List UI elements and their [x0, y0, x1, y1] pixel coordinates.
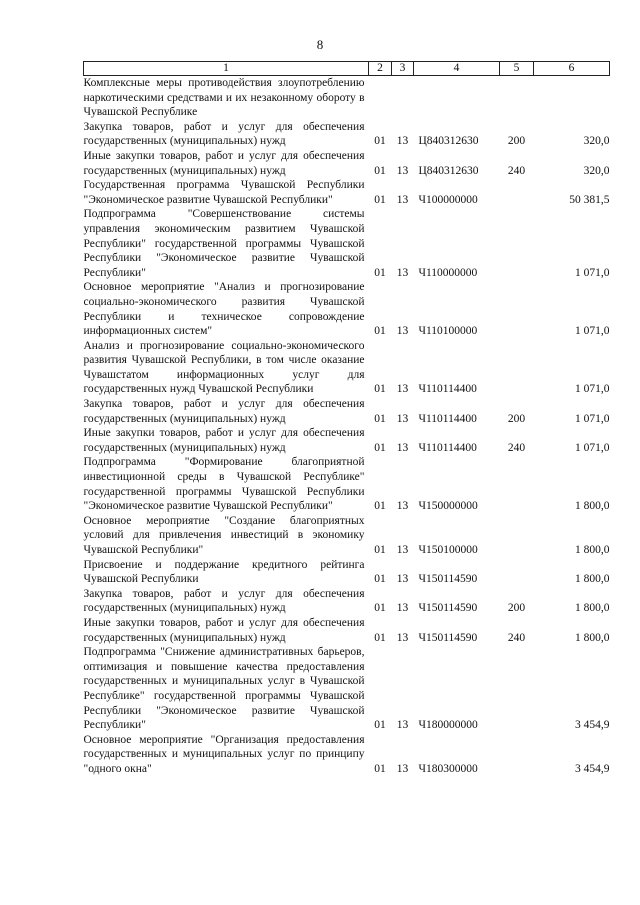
row-subsection: 13: [396, 631, 409, 644]
row-name: Основное мероприятие "Анализ и прогнозирование социально-экономического развития Чувашской Республики и техническое сопровождение информационных систем": [83, 281, 365, 338]
row-subsection: 13: [396, 544, 409, 556]
table-row: [84, 149, 610, 178]
row-subsection: 13: [396, 193, 409, 206]
row-expense-type: [500, 514, 534, 558]
row-expense-type: [500, 455, 534, 513]
row-amount: 1 071,0: [575, 325, 610, 338]
header-col-section: 2: [369, 62, 392, 76]
row-name: Государственная программа Чувашской Республики "Экономическое развитие Чувашской Республики": [83, 179, 365, 206]
row-subsection: 13: [396, 412, 409, 425]
row-target-article: Ц840312630: [418, 135, 479, 148]
row-name: Закупка товаров, работ и услуг для обеспечения государственных (муниципальных) нужд: [83, 587, 365, 615]
row-expense-type: [500, 178, 534, 207]
row-target-article: Ч100000000: [418, 193, 478, 206]
row-section: 01: [374, 135, 386, 148]
row-amount: 1 071,0: [575, 383, 610, 396]
row-subsection: 13: [396, 573, 409, 586]
row-subsection: 13: [396, 441, 409, 454]
row-expense-type: [500, 558, 534, 587]
row-section: 01: [374, 544, 386, 556]
row-subsection: 13: [396, 325, 409, 338]
row-name: Подпрограмма "Снижение административных барьеров, оптимизация и повышение качества предоставления государственных и муниципальных услуг в Чувашской Республике" государственной программы Чувашской Республики "Экономическое развитие Чувашской Республики": [83, 646, 365, 732]
row-amount: [534, 76, 610, 120]
row-expense-type: [500, 76, 534, 120]
row-name: Подпрограмма "Формирование благоприятной инвестиционной среды в Чувашской Республике" государственной программы Чувашской Республики "Экономическое развитие Чувашской Республики": [83, 456, 365, 513]
row-name: Основное мероприятие "Создание благоприятных условий для привлечения инвестиций в экономику Чувашской Республики": [83, 514, 365, 556]
row-expense-type: 240: [507, 164, 526, 177]
row-target-article: Ч180300000: [418, 762, 478, 775]
row-section: 01: [374, 193, 386, 206]
table-row: [84, 207, 610, 280]
row-target-article: Ч150114590: [418, 573, 478, 586]
table-row: [84, 339, 610, 397]
row-section: 01: [374, 441, 386, 454]
row-amount: 1 071,0: [575, 441, 610, 454]
page-number: 8: [316, 37, 324, 52]
row-subsection: 13: [396, 266, 409, 279]
row-amount: 1 800,0: [575, 544, 610, 556]
row-expense-type: [500, 280, 534, 338]
table-row: [84, 645, 610, 733]
row-amount: 50 381,5: [569, 193, 610, 206]
row-expense-type: [500, 645, 534, 733]
row-section: 01: [374, 762, 386, 775]
row-amount: 320,0: [583, 164, 610, 177]
budget-table: [83, 61, 610, 777]
header-col-subsection: 3: [392, 62, 414, 76]
row-section: 01: [374, 325, 386, 338]
table-body: [84, 76, 610, 777]
row-target-article: Ч150114590: [418, 631, 478, 644]
row-expense-type: 240: [507, 441, 526, 454]
row-name: Иные закупки товаров, работ и услуг для обеспечения государственных (муниципальных) нужд: [83, 616, 365, 644]
table-row: [84, 733, 610, 777]
row-section: 01: [374, 631, 386, 644]
row-section: 01: [374, 573, 386, 586]
row-subsection: 13: [396, 719, 409, 732]
row-name: Анализ и прогнозирование социально-экономического развития Чувашской Республики, в том числе оказание Чувашстатом информационных услуг для государственных нужд Чувашской Республики: [83, 339, 365, 396]
row-target-article: Ч150100000: [418, 544, 478, 556]
row-target-article: Ч110114400: [418, 441, 477, 454]
row-expense-type: 200: [507, 135, 526, 148]
table-row: [84, 514, 610, 558]
row-subsection: 13: [396, 164, 409, 177]
row-target-article: Ц840312630: [418, 164, 479, 177]
row-name: Основное мероприятие "Организация предоставления государственных и муниципальных услуг по принципу "одного окна": [83, 733, 365, 775]
row-amount: 320,0: [583, 135, 610, 148]
row-name: Присвоение и поддержание кредитного рейтинга Чувашской Республики: [83, 558, 365, 586]
row-section: 01: [374, 412, 386, 425]
row-expense-type: 240: [507, 631, 526, 644]
row-name: Закупка товаров, работ и услуг для обеспечения государственных (муниципальных) нужд: [83, 398, 365, 425]
table-row: [84, 587, 610, 616]
row-target-article: Ч110000000: [418, 266, 478, 279]
row-name: Иные закупки товаров, работ и услуг для обеспечения государственных (муниципальных) нужд: [83, 427, 365, 454]
table-row: [84, 120, 610, 149]
table-row: [84, 426, 610, 455]
header-col-name: 1: [84, 62, 369, 76]
header-col-amount: 6: [534, 62, 610, 76]
row-subsection: 13: [396, 500, 409, 513]
row-target-article: Ч110100000: [418, 325, 478, 338]
row-section: 01: [374, 383, 386, 396]
row-section: [369, 76, 392, 120]
table-row: [84, 76, 610, 120]
header-row: [84, 62, 610, 76]
row-amount: 1 800,0: [575, 500, 610, 513]
table-row: [84, 455, 610, 513]
table-row: [84, 397, 610, 426]
row-amount: 1 800,0: [575, 573, 610, 586]
row-section: 01: [374, 719, 386, 732]
row-amount: 1 800,0: [575, 631, 610, 644]
row-section: 01: [374, 602, 386, 615]
row-target-article: Ч110114400: [418, 383, 477, 396]
row-target-article: Ч180000000: [418, 719, 478, 732]
table-row: [84, 616, 610, 645]
row-expense-type: [500, 207, 534, 280]
row-subsection: [392, 76, 414, 120]
row-name: Закупка товаров, работ и услуг для обеспечения государственных (муниципальных) нужд: [83, 120, 365, 148]
row-expense-type: [500, 733, 534, 777]
row-expense-type: 200: [507, 602, 526, 615]
table-row: [84, 178, 610, 207]
row-section: 01: [374, 164, 386, 177]
row-amount: 1 071,0: [575, 266, 610, 279]
row-name: Комплексные меры противодействия злоупотреблению наркотическими средствами и их незаконному обороту в Чувашской Республике: [83, 77, 365, 119]
table-row: [84, 558, 610, 587]
row-target-article: Ч110114400: [418, 412, 477, 425]
row-expense-type: [500, 339, 534, 397]
row-name: Иные закупки товаров, работ и услуг для обеспечения государственных (муниципальных) нужд: [83, 149, 365, 177]
row-amount: 1 800,0: [575, 602, 610, 615]
header-col-target-article: 4: [414, 62, 500, 76]
row-amount: 3 454,9: [575, 762, 610, 775]
row-subsection: 13: [396, 135, 409, 148]
row-subsection: 13: [396, 762, 409, 775]
table-header: [84, 62, 610, 76]
row-section: 01: [374, 500, 386, 513]
row-subsection: 13: [396, 383, 409, 396]
table-row: [84, 280, 610, 338]
row-amount: 1 071,0: [575, 412, 610, 425]
header-col-expense-type: 5: [500, 62, 534, 76]
row-target-article: [414, 76, 500, 120]
row-target-article: Ч150000000: [418, 500, 478, 513]
row-name: Подпрограмма "Совершенствование системы управления экономическим развитием Чувашской Республики" государственной программы Чувашской Республики "Экономическое развитие Чувашской Республики": [83, 208, 365, 279]
row-section: 01: [374, 266, 386, 279]
row-target-article: Ч150114590: [418, 602, 478, 615]
row-amount: 3 454,9: [575, 719, 610, 732]
row-subsection: 13: [396, 602, 409, 615]
row-expense-type: 200: [507, 412, 526, 425]
